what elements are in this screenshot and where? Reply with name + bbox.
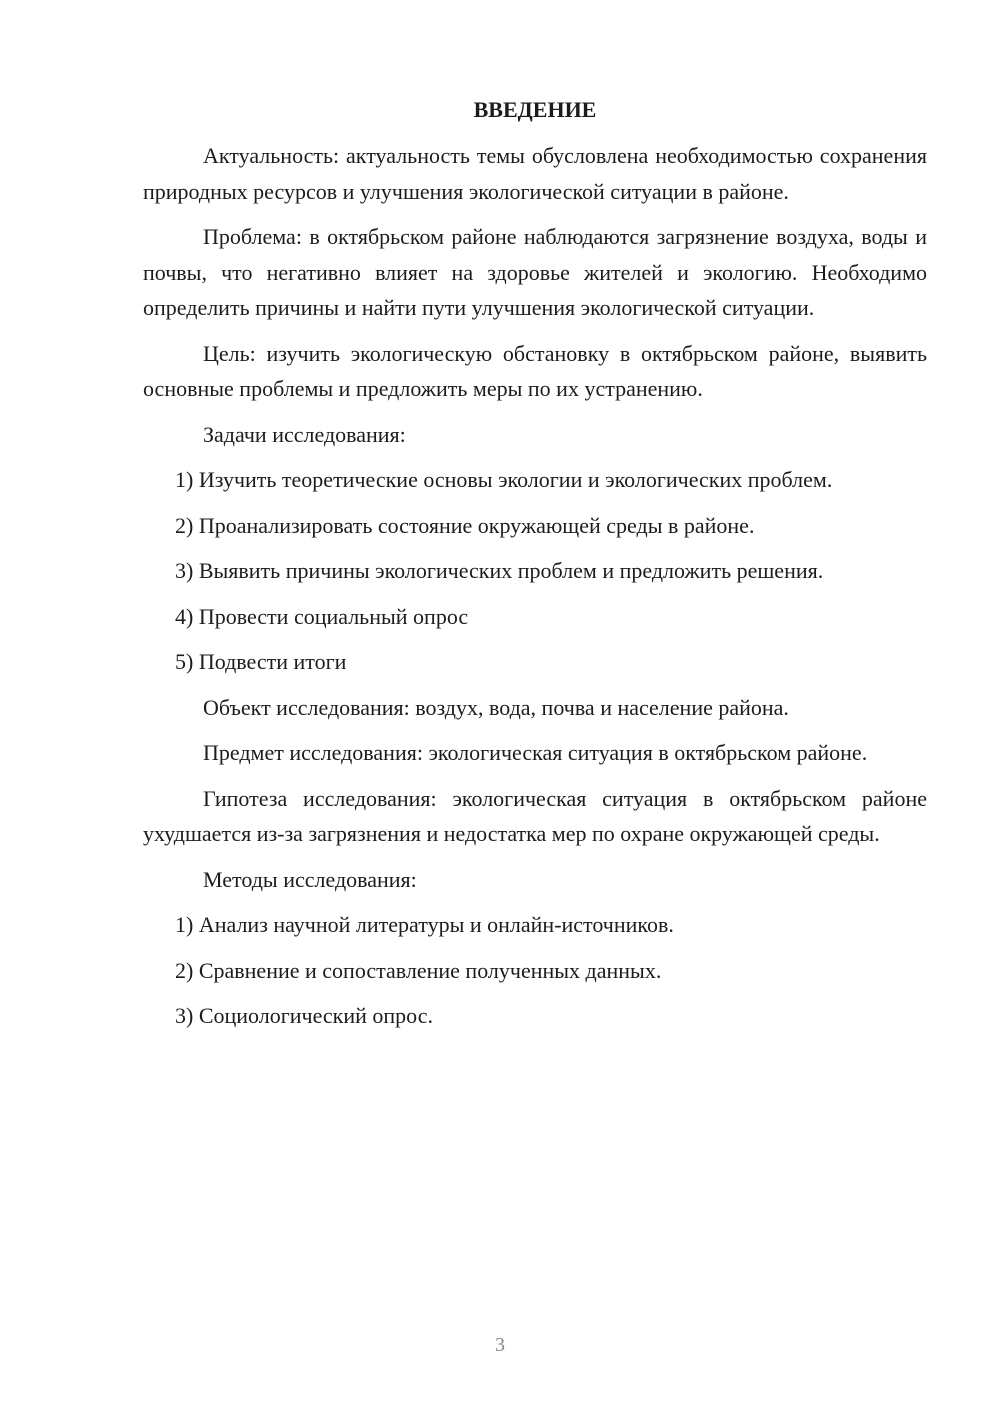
task-item: 5) Подвести итоги xyxy=(175,649,347,674)
subject-paragraph: Предмет исследования: экологическая ситуация в октябрьском районе. xyxy=(203,740,868,765)
goal-paragraph: Цель: изучить экологическую обстановку в октябрьском районе, выявить основные проблемы и предложить меры по их устранению. xyxy=(143,340,927,401)
task-item: 2) Проанализировать состояние окружающей среды в районе. xyxy=(175,512,755,538)
problem-paragraph: Проблема: в октябрьском районе наблюдаются загрязнение воздуха, воды и почвы, что негативно влияет на здоровье жителей и экологию. Необходимо определить причины и найти пути улучшения экологической ситуации. xyxy=(143,224,927,320)
method-item: 1) Анализ научной литературы и онлайн-источников. xyxy=(175,912,674,937)
task-item: 3) Выявить причины экологических проблем и предложить решения. xyxy=(175,558,824,583)
method-item: 2) Сравнение и сопоставление полученных данных. xyxy=(175,957,662,983)
method-item: 3) Социологический опрос. xyxy=(175,1003,433,1028)
task-item: 4) Провести социальный опрос xyxy=(175,603,469,629)
document-body xyxy=(143,96,927,1044)
methods-list xyxy=(143,907,927,1034)
section-title: ВВЕДЕНИЕ xyxy=(473,97,597,122)
page-number: 3 xyxy=(495,1334,505,1356)
task-item: 1) Изучить теоретические основы экологии и экологических проблем. xyxy=(175,467,833,492)
hypothesis-paragraph: Гипотеза исследования: экологическая ситуация в октябрьском районе ухудшается из-за загрязнения и недостатка мер по охране окружающей среды. xyxy=(143,785,927,846)
relevance-paragraph: Актуальность: актуальность темы обусловлена необходимостью сохранения природных ресурсов и улучшения экологической ситуации в районе. xyxy=(143,143,927,204)
tasks-heading: Задачи исследования: xyxy=(203,421,406,447)
object-paragraph: Объект исследования: воздух, вода, почва и население района. xyxy=(203,694,789,720)
tasks-list xyxy=(143,462,927,680)
methods-heading: Методы исследования: xyxy=(203,866,417,892)
